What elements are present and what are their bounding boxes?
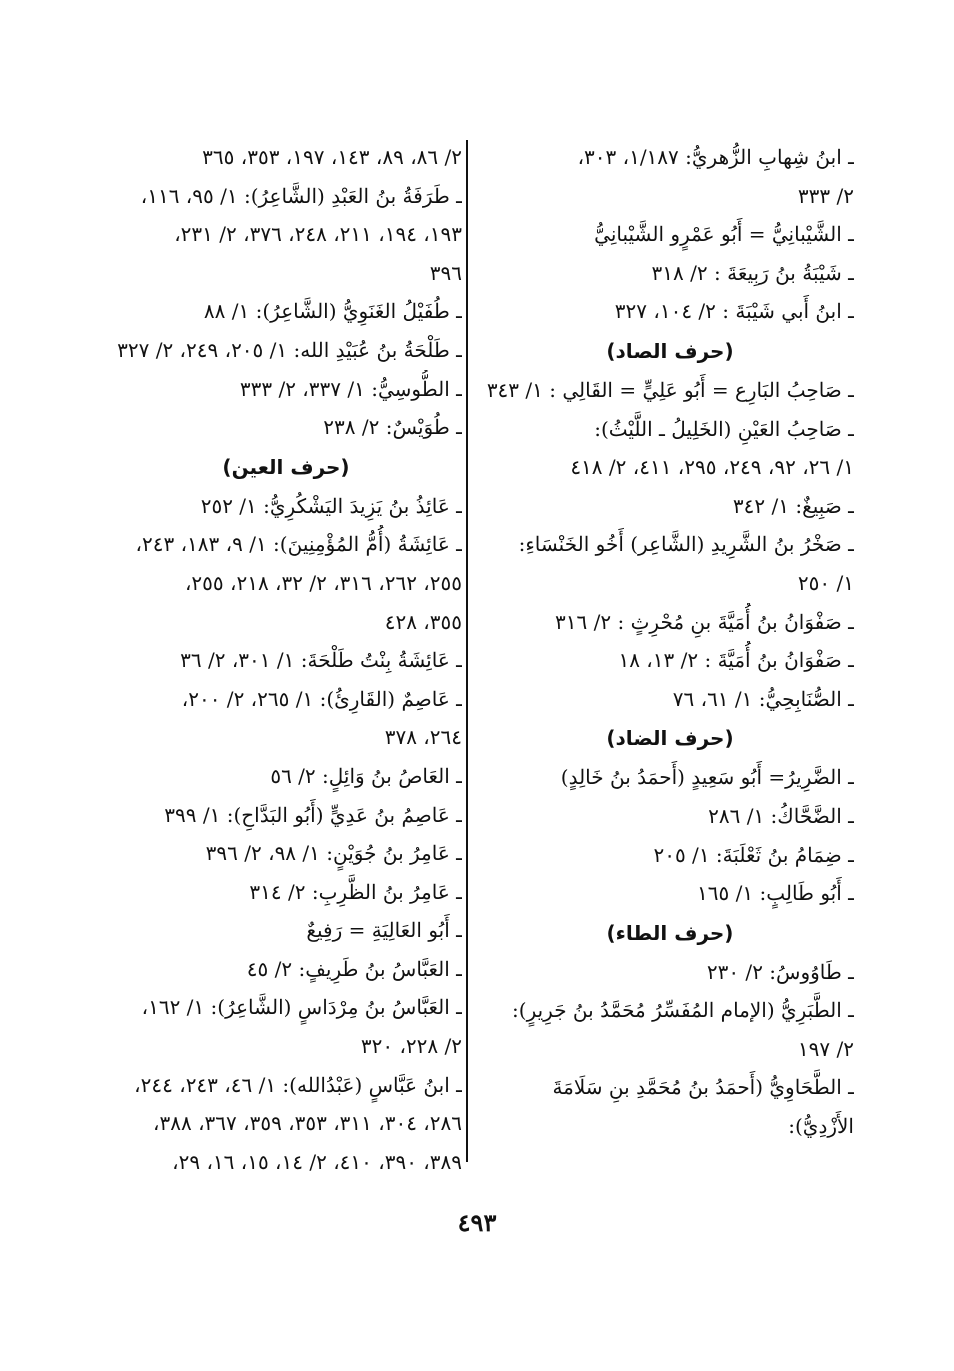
page-number: ٤٩٣ — [457, 1208, 497, 1237]
index-entry-line: ـ أَبُو العَالِيَةِ = رَفِيعٌ — [306, 918, 462, 943]
index-entry-line: الأَزْدِيُّ): — [788, 1114, 854, 1139]
index-entry-line: ـ عَامِرُ بنُ جُوَيْنٍ: ١/ ٩٨، ٢/ ٣٩٦ — [205, 841, 462, 866]
index-entry-line: ـ صَبِيغٌ: ١/ ٣٤٢ — [732, 493, 854, 518]
index-entry-line: ـ صَاحِبُ البَارِع = أَبُو عَلِيٍّ = القَالِي : ١/ ٣٤٣ — [486, 377, 854, 402]
index-entry-line: ٣٨٩، ٣٩٠، ٤١٠، ٢/ ١٤، ١٥، ١٦، ٢٩، — [172, 1149, 462, 1174]
index-entry-line: ٣٩٦ — [429, 260, 462, 285]
index-entry-line: ـ طُوَيْسٌ: ٢/ ٢٣٨ — [323, 415, 462, 440]
index-entry-line: ١/ ٢٦، ٩٢، ٢٤٩، ٢٩٥، ٤١١، ٢/ ٤١٨ — [570, 455, 854, 480]
section-heading: (حرف العين) — [222, 454, 350, 479]
index-entry-line: ـ ابنُ أَبي شَيْبَةَ : ٢/ ١٠٤، ٣٢٧ — [614, 299, 854, 324]
index-entry-line: ٢٨٦، ٣٠٤، ٣١١، ٣٥٣، ٣٥٩، ٣٦٧، ٣٨٨، — [153, 1111, 462, 1136]
index-entry-line: ٢٦٤، ٣٧٨ — [384, 725, 462, 750]
index-entry-line: ـ ضِمَامُ بنُ ثَعْلَبَةَ: ١/ ٢٠٥ — [653, 842, 854, 867]
column-divider — [466, 140, 468, 1162]
index-entry-line: ـ عَائِذُ بنُ يَزِيدَ اليَشْكُرِيُّ: ١/ ٢٥٢ — [200, 493, 462, 518]
index-column-left — [110, 138, 462, 1181]
index-entry-line: ٢/ ٣٣٣ — [797, 183, 854, 208]
index-entry-line: ـ طَاوُوسُ: ٢/ ٢٣٠ — [706, 959, 854, 984]
index-entry-line: ـ صَفْوَانُ بنُ أُمَيَّةَ : ٢/ ١٣، ١٨ — [618, 648, 854, 673]
section-heading: (حرف الطاء) — [606, 920, 734, 945]
index-entry-line: ـ الطُّوسِيُّ: ١/ ٣٣٧، ٢/ ٣٣٣ — [239, 376, 462, 401]
section-heading: (حرف الضاد) — [606, 726, 734, 751]
index-entry-line: ـ صَخْرُ بنُ الشَّرِيدِ (الشَّاعِر) أَخُو الخَنْسَاءِ: — [518, 532, 854, 557]
index-entry-line: ـ ابنُ عَبَّاسٍ (عَبْدُالله): ١/ ٤٦، ٢٤٣، ٢٤٤، — [134, 1072, 462, 1097]
index-entry-line: ٢٥٥، ٢٦٢، ٣١٦، ٢/ ٣٢، ٢١٨، ٢٥٥، — [184, 570, 462, 595]
index-entry-line: ـ صَاحِبُ العَيْنِ (الخَلِيلُ ـ اللَّيْثُ): — [594, 416, 854, 441]
index-entry-line: ٣٥٥، ٤٢٨ — [384, 609, 462, 634]
index-entry-line: ـ عَاصِمُ بنُ عَدِيٍّ (أَبُو البَدَّاحِ): ١/ ٣٩٩ — [164, 802, 462, 827]
index-entry-line: ـ الضَّرِيرُ= أَبُو سَعِيدٍ (أَحمَدُ بنُ خَالِدٍ) — [560, 765, 854, 790]
index-entry-line: ـ الشَّيْبانِيُّ = أَبُو عَمْرٍو الشَّيْبانِيُّ — [594, 222, 854, 247]
index-entry-line: ـ الصُّنَابِحِيُّ: ١/ ٦١، ٧٦ — [672, 686, 854, 711]
index-entry-line: ـ طَرَفَةُ بنُ العَبْدِ (الشَّاعِرُ): ١/ ٩٥، ١١٦، — [140, 183, 462, 208]
index-entry-line: ـ عَاصِمٌ (القَارِئُ): ١/ ٢٦٥، ٢/ ٢٠٠، — [181, 686, 462, 711]
index-entry-line: ـ العَبَّاسُ بنُ مِرْدَاسٍ (الشَّاعِرُ): ١/ ١٦٢، — [141, 995, 462, 1020]
index-entry-line: ـ عَامِرُ بنُ الظَّرِبِ: ٢/ ٣١٤ — [249, 879, 462, 904]
index-entry-line: ـ ابنُ شِهابِ الزُّهريُّ: ١/١٨٧، ٣٠٣، — [577, 145, 854, 169]
index-entry-line: ١/ ٢٥٠ — [797, 570, 854, 595]
index-entry-line: ـ شَيْبَةُ بنُ رَبِيعَةَ : ٢/ ٣١٨ — [651, 260, 854, 285]
index-entry-line: ٢/ ١٩٧ — [797, 1036, 854, 1061]
index-entry-line: ـ الطَّحَاوِيُّ (أَحمَدُ بنُ مُحَمَّدِ بنِ سَلَامَةَ — [552, 1075, 854, 1100]
index-entry-line: ـ الضَّحَّاكُ: ١/ ٢٨٦ — [708, 803, 854, 828]
index-entry-line: ـ الطَّبَرِيُّ (الإمام المُفَسِّرُ مُحَمَّدُ بنُ جَرِيرٍ): — [512, 998, 854, 1023]
index-entry-line: ـ طَلْحَةُ بنُ عُبَيْدِ الله: ١/ ٢٠٥، ٢٤٩، ٢/ ٣٢٧ — [117, 337, 462, 362]
index-entry-line: ـ صَفْوَانُ بنُ أُمَيَّةَ بنِ مُحْرِثٍ : ٢/ ٣١٦ — [555, 609, 854, 634]
index-entry-line: ـ العَبَّاسُ بنُ طَرِيفٍ: ٢/ ٤٥ — [246, 956, 462, 981]
index-entry-line: ـ عَائِشَةُ (أُمُّ المُؤْمِنِينَ): ١/ ٩، ١٨٣، ٢٤٣، — [135, 532, 462, 557]
index-entry-line: ٢/ ٨٦، ٨٩، ١٤٣، ١٩٧، ٣٥٣، ٣٦٥ — [202, 145, 462, 169]
index-column-right — [486, 138, 854, 1146]
index-entry-line: ـ أَبُو طَالِبٍ: ١/ ١٦٥ — [697, 881, 854, 906]
index-entry-line: ـ طُفَيْلُ الغَنَوِيُّ (الشَّاعِرُ): ١/ ٨٨ — [203, 299, 462, 324]
index-entry-line: ١٩٣، ١٩٤، ٢١١، ٢٤٨، ٣٧٦، ٢/ ٢٣١، — [174, 222, 462, 247]
index-entry-line: ـ العَاصُ بنُ وَائِلٍ: ٢/ ٥٦ — [270, 763, 462, 788]
index-entry-line: ـ عَائِشَةُ بِنْتُ طَلْحَةَ: ١/ ٣٠١، ٢/ ٣٦ — [180, 648, 462, 673]
index-entry-line: ٢/ ٢٢٨، ٣٢٠ — [360, 1034, 462, 1059]
section-heading: (حرف الصاد) — [606, 338, 734, 363]
